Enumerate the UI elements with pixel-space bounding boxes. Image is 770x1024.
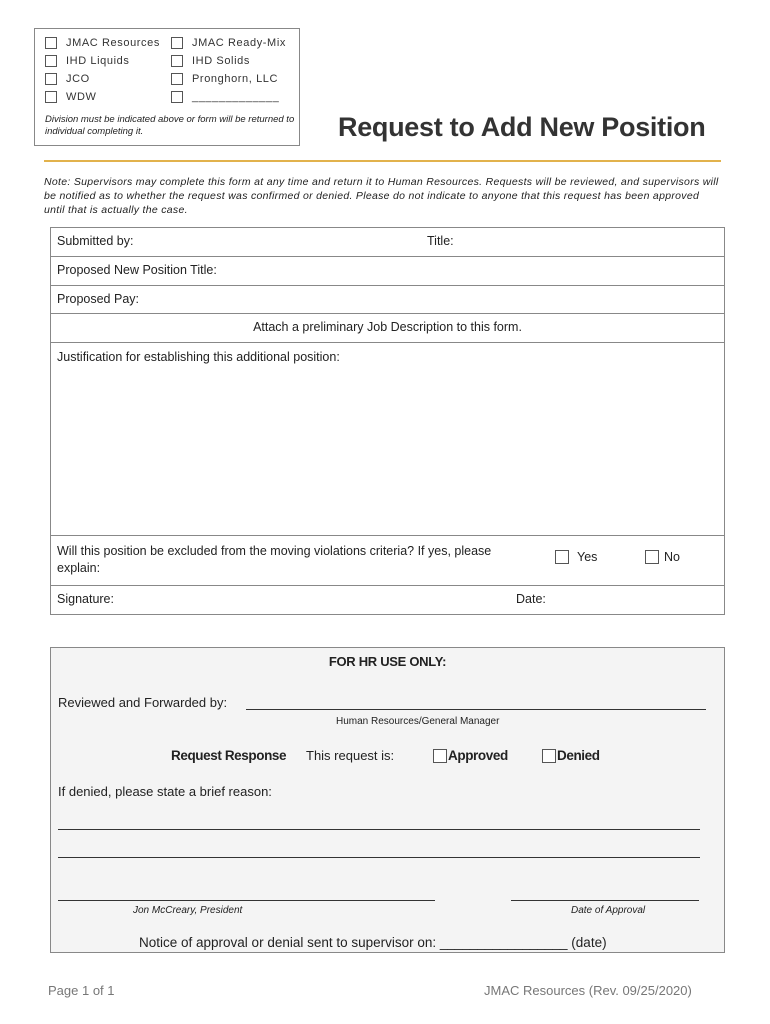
no-option[interactable] [645,550,680,564]
justification-row[interactable] [51,343,724,536]
moving-violations-label: Will this position be excluded from the moving violations criteria? If yes, please explain: [57,544,492,575]
checkbox-icon[interactable] [433,749,447,763]
division-option-wdw[interactable] [45,91,97,103]
approval-date-line[interactable] [511,900,699,901]
proposed-pay-label: Proposed Pay: [57,292,139,306]
title-label: Title: [427,234,454,248]
hr-use-only-box [50,647,725,953]
checkbox-icon[interactable] [45,73,57,85]
checkbox-icon[interactable] [171,73,183,85]
intro-note: Note: Supervisors may complete this form at any time and return it to Human Resources. Requests will be reviewed, and supervisors will be notified as to whether the request was confirmed or denied. Please do not indicate to anyone that this request has been approved until that is actually the case. [44,176,719,216]
division-option-label: JCO [66,73,90,85]
checkbox-icon[interactable] [45,55,57,67]
division-option-other[interactable] [171,91,279,103]
signature-label: Signature: [57,592,114,606]
approved-option[interactable] [433,748,508,763]
new-position-title-row[interactable] [51,257,724,286]
justification-label: Justification for establishing this additional position: [57,350,340,364]
form-title: Request to Add New Position [338,112,706,142]
division-option-jmac-resources[interactable] [45,37,160,49]
checkbox-icon[interactable] [542,749,556,763]
checkbox-icon[interactable] [645,550,659,564]
division-option-jco[interactable] [45,73,90,85]
denied-reason-label: If denied, please state a brief reason: [58,784,272,799]
checkbox-icon[interactable] [171,55,183,67]
attach-note-row [51,314,724,343]
denied-reason-line-2[interactable] [58,857,700,858]
division-option-label: IHD Solids [192,55,250,67]
checkbox-icon[interactable] [45,91,57,103]
reviewed-forwarded-label: Reviewed and Forwarded by: [58,695,228,710]
proposed-pay-row[interactable] [51,286,724,314]
denied-option[interactable] [542,748,600,763]
request-response-label: Request Response [171,748,287,763]
checkbox-icon[interactable] [171,37,183,49]
reviewer-signature-line[interactable] [246,709,706,710]
no-label: No [664,550,680,564]
new-position-title-label: Proposed New Position Title: [57,263,217,277]
division-option-ihd-solids[interactable] [171,55,250,67]
this-request-label: This request is: [306,748,395,763]
moving-violations-row[interactable] [51,536,724,586]
reviewer-caption: Human Resources/General Manager [336,716,500,727]
division-option-label: _____________ [192,91,280,103]
division-option-pronghorn[interactable] [171,73,278,85]
checkbox-icon[interactable] [171,91,183,103]
signature-row[interactable] [51,586,724,614]
approved-label: Approved [448,748,508,763]
checkbox-icon[interactable] [555,550,569,564]
yes-option[interactable] [555,550,597,564]
denied-reason-line-1[interactable] [58,829,700,830]
division-option-label: Pronghorn, LLC [192,73,279,85]
division-note: Division must be indicated above or form will be returned to individual completing it. [45,114,295,137]
hr-heading: FOR HR USE ONLY: [328,654,447,669]
division-box [34,28,300,146]
submitted-by-row[interactable] [51,228,724,257]
division-option-jmac-ready-mix[interactable] [171,37,286,49]
date-label: Date: [516,592,546,606]
checkbox-icon[interactable] [45,37,57,49]
division-option-label: WDW [66,91,97,103]
attach-note: Attach a preliminary Job Description to this form. [253,320,522,334]
president-caption: Jon McCreary, President [133,905,243,916]
revision-footer: JMAC Resources (Rev. 09/25/2020) [484,983,692,998]
yes-label: Yes [577,550,598,564]
date-of-approval-caption: Date of Approval [571,905,646,916]
submitted-by-label: Submitted by: [57,234,134,248]
division-option-label: JMAC Ready-Mix [192,37,286,49]
division-option-label: JMAC Resources [66,37,160,49]
title-divider [44,160,721,162]
division-option-label: IHD Liquids [66,55,130,67]
notice-line: Notice of approval or denial sent to supervisor on: _________________ (date) [139,935,607,950]
denied-label: Denied [557,748,600,763]
president-signature-line[interactable] [58,900,435,901]
request-form-table [50,227,725,615]
page-number: Page 1 of 1 [48,983,115,998]
division-option-ihd-liquids[interactable] [45,55,129,67]
